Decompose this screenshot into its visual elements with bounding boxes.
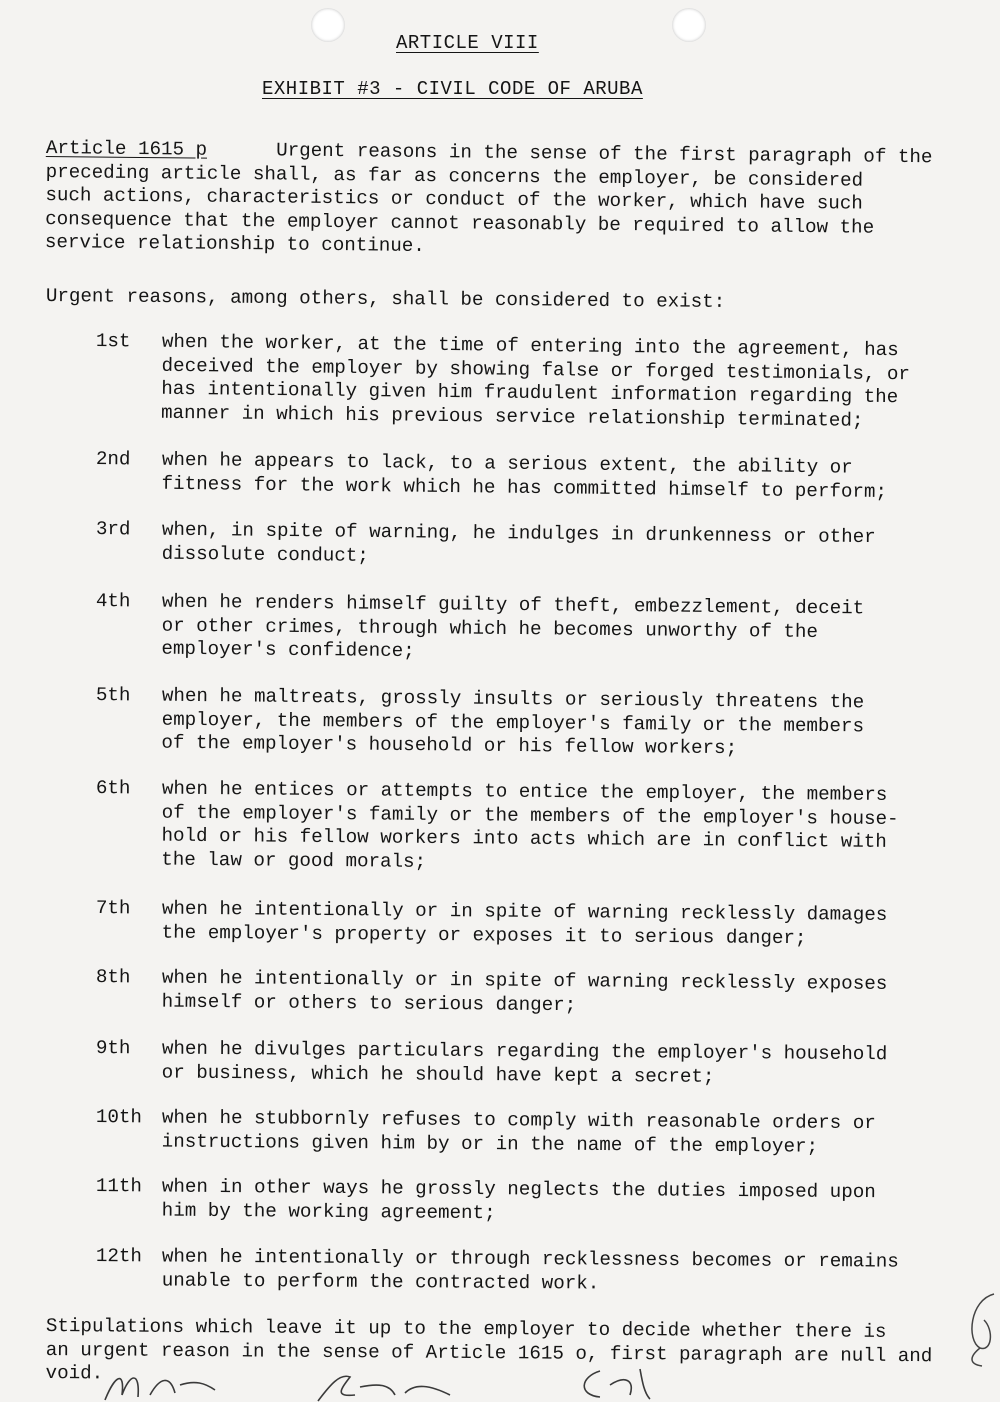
list-item <box>95 1037 936 1088</box>
list-item-text: when he maltreats, grossly insults or seriously threatens the employer, the members of the employer's family or the members of the employer's household or his fellow workers; <box>161 684 865 760</box>
list-item <box>95 590 936 663</box>
list-item <box>95 966 936 1016</box>
list-item-number: 6th <box>95 777 131 800</box>
list-item-number: 4th <box>95 590 131 613</box>
list-item <box>95 684 936 760</box>
exhibit-heading: EXHIBIT #3 - CIVIL CODE OF ARUBA <box>262 78 643 100</box>
list-item <box>95 1106 936 1158</box>
list-item <box>95 1245 936 1295</box>
list-item <box>95 1175 936 1224</box>
article-heading: ARTICLE VIII <box>396 32 539 54</box>
list-item-number: 5th <box>95 684 131 707</box>
list-item-text: when he entices or attempts to entice the employer, the members of the employer's family or the members of the employer's house- hold or his fellow workers into acts which are in conflict with the law or good morals; <box>161 777 899 873</box>
list-item-text: when the worker, at the time of entering into the agreement, has deceived the employer by showing false or forged testimonials, or has intentionally given him fraudulent information regarding the manner in which his previous service relationship terminated; <box>160 330 911 432</box>
list-item-text: when he intentionally or through recklessness becomes or remains unable to perform the contracted work. <box>161 1245 899 1295</box>
list-item-number: 10th <box>95 1106 143 1129</box>
article-reference: Article 1615 p <box>45 137 208 161</box>
signature-scribble-3 <box>570 1365 680 1402</box>
list-item-text: when, in spite of warning, he indulges in drunkenness or other dissolute conduct; <box>161 518 876 567</box>
list-item <box>95 518 936 567</box>
list-item-number: 11th <box>95 1175 143 1198</box>
punch-hole-left <box>311 8 345 42</box>
list-item-number: 1st <box>95 330 131 353</box>
list-item <box>95 330 936 432</box>
list-item-text: when he appears to lack, to a serious extent, the ability or fitness for the work which he has committed himself to perform; <box>161 448 888 503</box>
list-item <box>95 897 936 949</box>
intro-text: Urgent reasons in the sense of the first paragraph of the preceding article shall, as far as concerns the employer, be considered such actions, characteristics or conduct of the worker, which have such consequence that the employer cannot reasonably be required to allow the service relationship to continue. <box>44 138 933 257</box>
list-item-number: 3rd <box>95 518 131 541</box>
list-item-number: 9th <box>95 1037 131 1060</box>
intro-paragraph <box>45 137 951 264</box>
list-item-number: 8th <box>95 966 131 989</box>
list-item-text: when he renders himself guilty of theft, embezzlement, deceit or other crimes, through which he becomes unworthy of the employer's confidence; <box>161 590 865 663</box>
list-item-number: 12th <box>95 1245 143 1268</box>
list-item-number: 2nd <box>95 448 131 471</box>
list-item <box>95 777 936 873</box>
signature-scribble-1 <box>100 1365 220 1402</box>
list-item-number: 7th <box>95 897 131 920</box>
signature-scribble-2 <box>310 1365 460 1402</box>
list-item-text: when he stubbornly refuses to comply with reasonable orders or instructions given him by or in the name of the employer; <box>161 1106 876 1158</box>
punch-hole-right <box>672 8 706 42</box>
closing-paragraph: Stipulations which leave it up to the employer to decide whether there is an urgent reason in the sense of Article 1615 o, first paragraph are null and void. <box>45 1315 933 1385</box>
margin-initial-mark <box>960 1290 998 1370</box>
list-item-text: when he intentionally or in spite of warning recklessly damages the employer's property or exposes it to serious danger; <box>161 897 888 949</box>
list-item-text: when he intentionally or in spite of warning recklessly exposes himself or others to serious danger; <box>161 966 888 1016</box>
list-item-text: when he divulges particulars regarding the employer's household or business, which he should have kept a secret; <box>161 1037 888 1088</box>
list-item-text: when in other ways he grossly neglects the duties imposed upon him by the working agreement; <box>161 1175 876 1224</box>
list-item <box>95 448 936 503</box>
urgent-reasons-intro: Urgent reasons, among others, shall be considered to exist: <box>45 285 726 313</box>
